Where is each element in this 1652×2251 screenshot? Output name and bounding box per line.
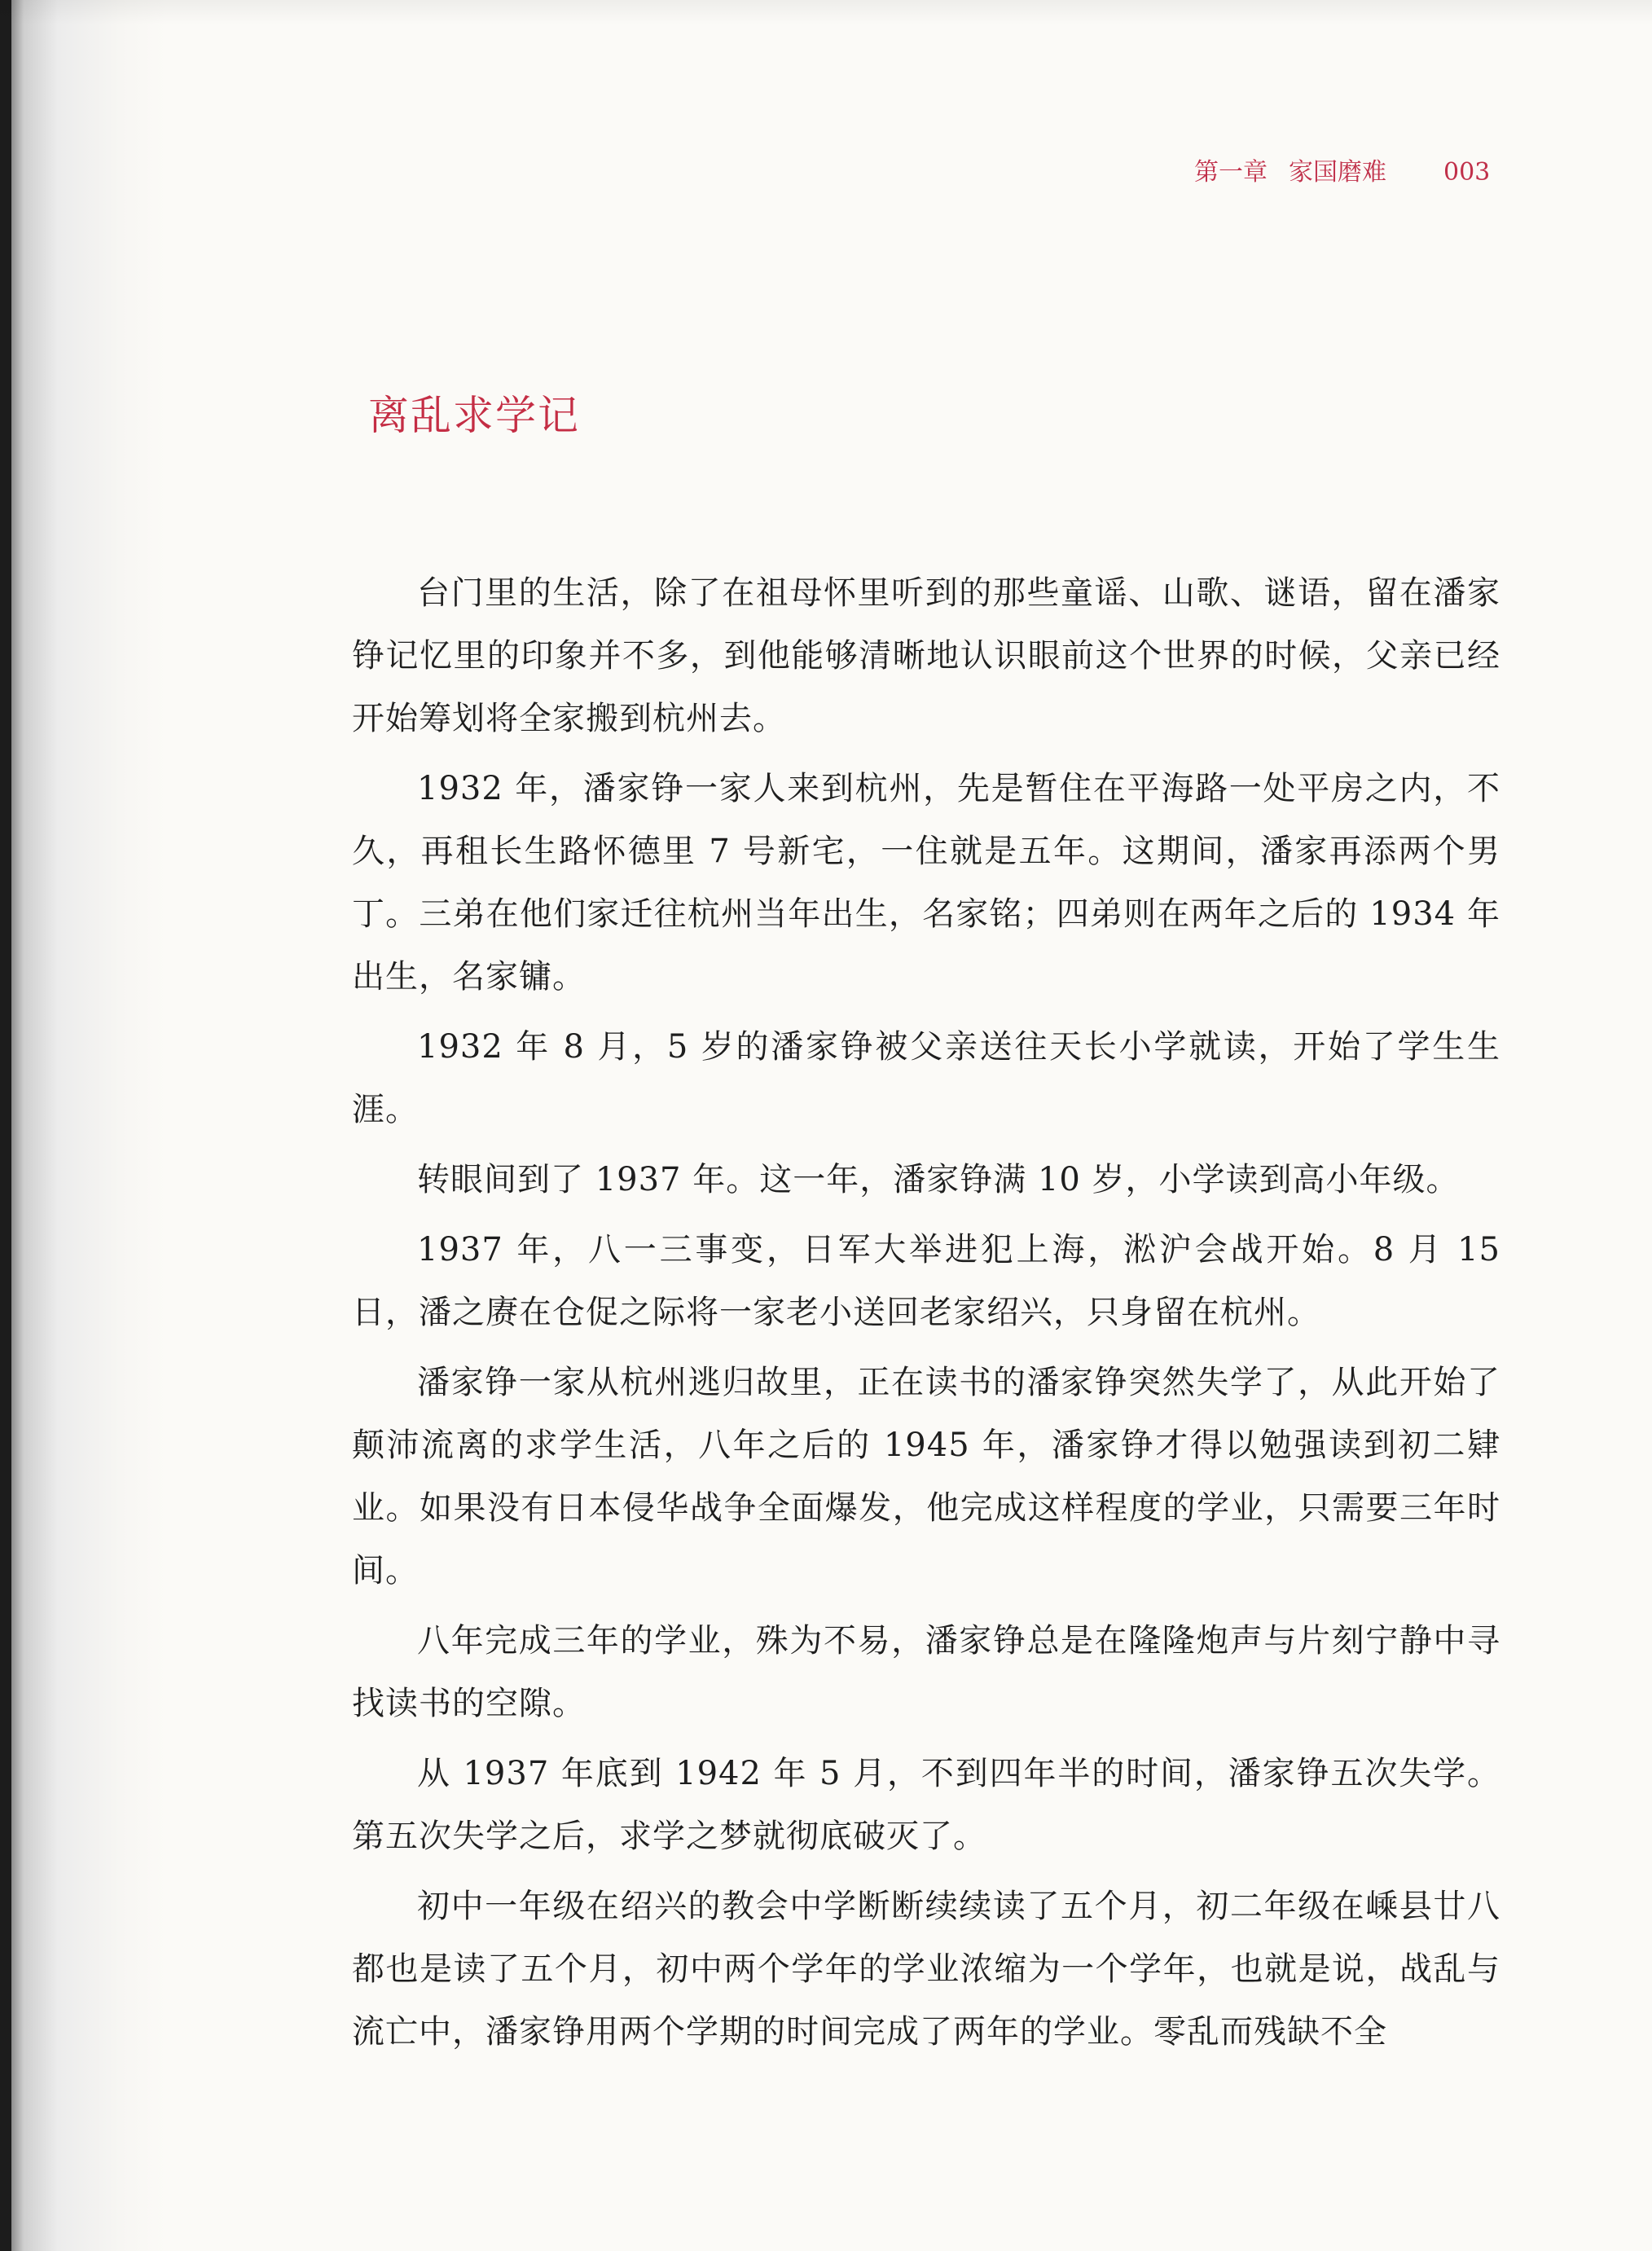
paragraph: 从 1937 年底到 1942 年 5 月，不到四年半的时间，潘家铮五次失学。第五次失学之后，求学之梦就彻底破灭了。 bbox=[352, 1755, 1500, 1855]
section-title: 离乱求学记 bbox=[368, 392, 580, 439]
paragraph: 1932 年，潘家铮一家人来到杭州，先是暂住在平海路一处平房之内，不久，再租长生路怀德里 7 号新宅，一住就是五年。这期间，潘家再添两个男丁。三弟在他们家迁往杭州当年出生，名家铭；四弟则在两年之后的 1934 年出生，名家镛。 bbox=[352, 770, 1500, 996]
binding-shadow bbox=[11, 0, 166, 2251]
chapter-label: 第一章 bbox=[1194, 158, 1268, 187]
chapter-name: 家国磨难 bbox=[1289, 158, 1386, 187]
paragraph: 八年完成三年的学业，殊为不易，潘家铮总是在隆隆炮声与片刻宁静中寻找读书的空隙。 bbox=[352, 1622, 1500, 1722]
running-header bbox=[1194, 152, 1504, 187]
top-shadow bbox=[0, 0, 1652, 24]
page-number: 003 bbox=[1443, 158, 1491, 187]
paragraph: 1937 年，八一三事变，日军大举进犯上海，淞沪会战开始。8 月 15 日，潘之赓在仓促之际将一家老小送回老家绍兴，只身留在杭州。 bbox=[352, 1231, 1500, 1331]
paragraph: 转眼间到了 1937 年。这一年，潘家铮满 10 岁，小学读到高小年级。 bbox=[417, 1161, 1460, 1198]
paragraph: 1932 年 8 月，5 岁的潘家铮被父亲送往天长小学就读，开始了学生生涯。 bbox=[352, 1028, 1500, 1128]
paragraph: 初中一年级在绍兴的教会中学断断续续读了五个月，初二年级在嵊县廿八都也是读了五个月，初中两个学年的学业浓缩为一个学年，也就是说，战乱与流亡中，潘家铮用两个学期的时间完成了两年的学业。零乱而残缺不全 bbox=[352, 1888, 1500, 2051]
paragraph: 台门里的生活，除了在祖母怀里听到的那些童谣、山歌、谜语，留在潘家铮记忆里的印象并不多，到他能够清晰地认识眼前这个世界的时候，父亲已经开始筹划将全家搬到杭州去。 bbox=[352, 574, 1500, 737]
body-text bbox=[352, 562, 1500, 2071]
book-spine-edge bbox=[0, 0, 11, 2251]
paragraph: 潘家铮一家从杭州逃归故里，正在读书的潘家铮突然失学了，从此开始了颠沛流离的求学生活，八年之后的 1945 年，潘家铮才得以勉强读到初二肄业。如果没有日本侵华战争全面爆发，他完成这样程度的学业，只需要三年时间。 bbox=[352, 1364, 1500, 1589]
